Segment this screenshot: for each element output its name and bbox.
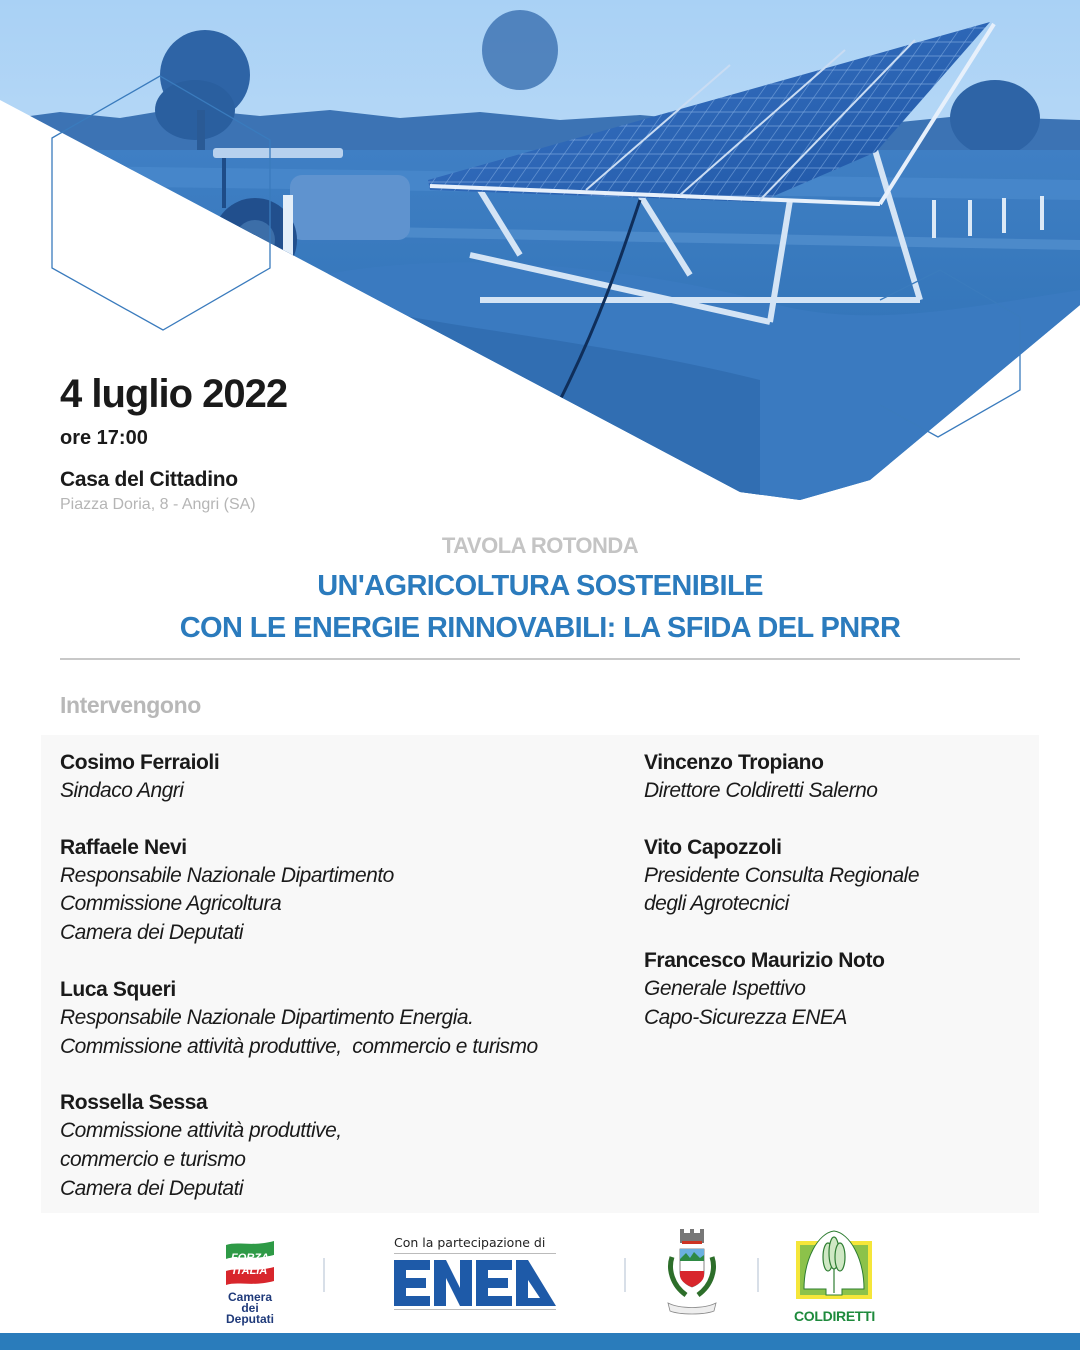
speaker-name: Vito Capozzoli	[644, 835, 782, 859]
speaker-role: Commissione attività produttive, commercio e turismo Camera dei Deputati	[60, 1119, 342, 1200]
comune-angri-crest	[660, 1229, 724, 1321]
municipal-crest-icon	[660, 1229, 724, 1321]
venue-address: Piazza Doria, 8 - Angri (SA)	[60, 496, 256, 513]
speakers-panel	[41, 735, 1039, 1213]
speaker-role: Presidente Consulta Regionale degli Agrotecnici	[644, 863, 920, 916]
hero-image	[0, 0, 1080, 500]
speaker-name: Francesco Maurizio Noto	[644, 949, 885, 973]
svg-text:FORZA: FORZA	[231, 1252, 269, 1264]
event-title	[0, 565, 1080, 649]
coldiretti-logo	[794, 1229, 874, 1324]
speaker-role: Direttore Coldiretti Salerno	[644, 779, 878, 802]
enea-participation-caption: Con la partecipazione di	[394, 1235, 546, 1250]
speaker-entry	[644, 834, 919, 919]
speaker-name: Luca Squeri	[60, 977, 176, 1001]
forza-italia-caption-2: Deputati	[226, 1312, 274, 1326]
enea-rule-top	[394, 1253, 556, 1254]
speakers-heading: Intervengono	[60, 692, 201, 718]
event-title-line-1: UN'AGRICOLTURA SOSTENIBILE	[317, 570, 763, 602]
coldiretti-wheat-icon	[794, 1229, 874, 1301]
svg-text:ITALIA: ITALIA	[232, 1265, 268, 1277]
speaker-role: Generale Ispettivo Capo-Sicurezza ENEA	[644, 977, 847, 1029]
logo-separator	[757, 1258, 759, 1292]
speaker-name: Raffaele Nevi	[60, 835, 187, 859]
partner-logos	[0, 1225, 1080, 1333]
logo-separator	[624, 1258, 626, 1292]
venue-name: Casa del Cittadino	[60, 468, 238, 491]
forza-italia-caption-1: Camera dei	[227, 1290, 273, 1315]
speaker-entry	[60, 749, 538, 806]
forza-italia-flag-icon	[218, 1239, 282, 1287]
forza-italia-logo	[218, 1239, 282, 1325]
speaker-name: Vincenzo Tropiano	[644, 751, 824, 774]
event-title-line-2: CON LE ENERGIE RINNOVABILI: LA SFIDA DEL PNRR	[179, 612, 901, 644]
section-divider	[60, 658, 1020, 660]
enea-wordmark-icon	[394, 1258, 556, 1308]
enea-rule-bottom	[394, 1309, 556, 1310]
speaker-role: Responsabile Nazionale Dipartimento Commissione Agricoltura Camera dei Deputati	[60, 863, 394, 945]
logo-separator	[323, 1258, 325, 1292]
speaker-entry	[60, 1089, 538, 1203]
speaker-entry	[644, 749, 919, 806]
footer-bar	[0, 1333, 1080, 1350]
coldiretti-name: COLDIRETTI	[794, 1308, 875, 1324]
enea-logo	[394, 1235, 556, 1310]
speaker-entry	[644, 947, 919, 1032]
speakers-column-left	[60, 749, 538, 1231]
event-time: ore 17:00	[60, 427, 148, 449]
speaker-name: Rossella Sessa	[60, 1091, 208, 1115]
speaker-name: Cosimo Ferraioli	[60, 751, 220, 774]
speaker-entry	[60, 976, 538, 1061]
speaker-entry	[60, 834, 538, 948]
event-date: 4 luglio 2022	[60, 372, 288, 416]
speaker-role: Responsabile Nazionale Dipartimento Energia. Commissione attività produttive, commercio e turismo	[60, 1005, 538, 1058]
event-type-kicker: TAVOLA ROTONDA	[441, 533, 639, 558]
speaker-role: Sindaco Angri	[60, 779, 184, 802]
speakers-column-right	[644, 749, 919, 1061]
